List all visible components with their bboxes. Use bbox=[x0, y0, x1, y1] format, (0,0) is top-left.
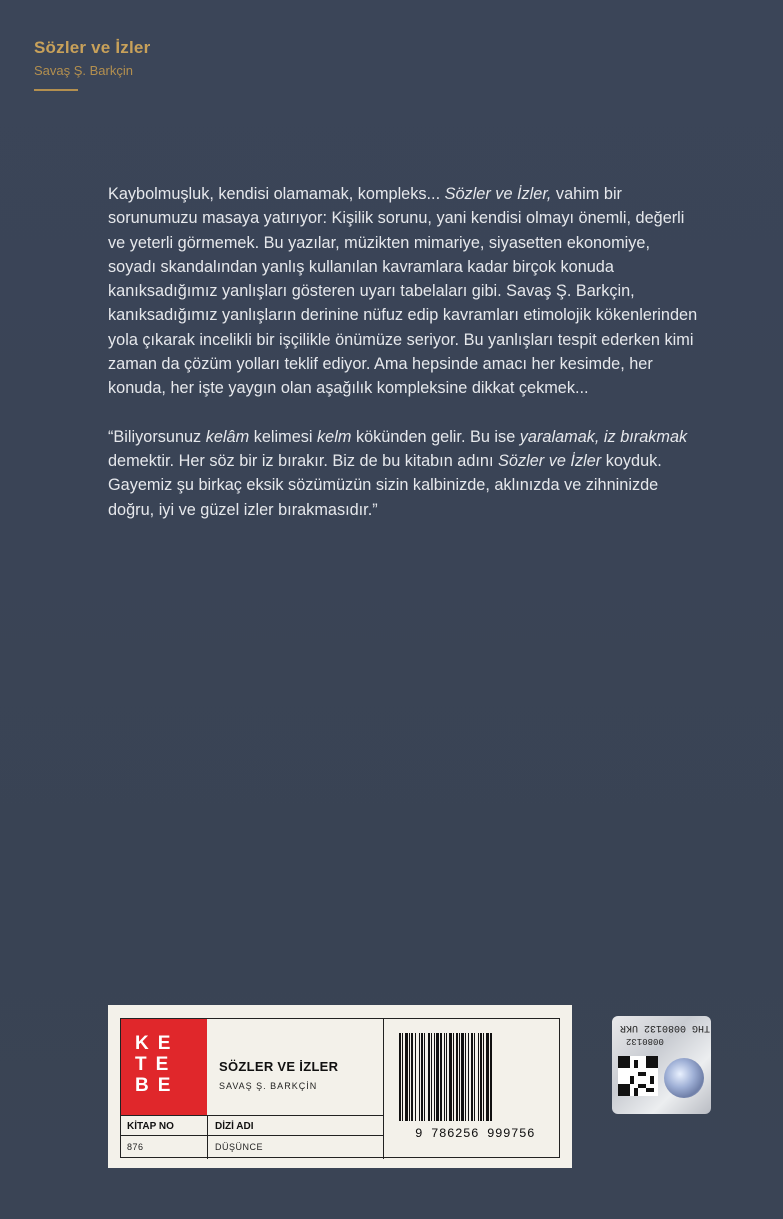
label-divider bbox=[383, 1019, 384, 1159]
publisher-label bbox=[108, 1005, 572, 1168]
isbn-barcode bbox=[395, 1033, 555, 1121]
series-title: Sözler ve İzler bbox=[34, 38, 151, 57]
quote-text-run: demektir. Her söz bir iz bırakır. Biz de bu kitabın adını bbox=[108, 451, 499, 470]
label-grid bbox=[120, 1018, 560, 1158]
label-author: SAVAŞ Ş. BARKÇİN bbox=[219, 1081, 318, 1091]
quote-italic: yaralamak, iz bırakmak bbox=[519, 427, 688, 446]
logo-letters: KE TE BE bbox=[135, 1033, 180, 1096]
quote-text-run: koyduk. Gayemiz şu birkaç eksik sözümüzün sizin kalbinizde, aklınızda ve zihninizde doğru, iyi ve güzel izler bırakmasıdır.” bbox=[108, 451, 662, 519]
blurb-quote bbox=[108, 425, 700, 522]
label-divider bbox=[207, 1115, 208, 1159]
label-book-title: SÖZLER VE İZLER bbox=[219, 1059, 339, 1074]
dizi-adi-header: DİZİ ADI bbox=[215, 1121, 254, 1132]
qr-code-icon bbox=[618, 1056, 658, 1096]
dizi-adi-value: DÜŞÜNCE bbox=[215, 1142, 264, 1152]
security-sticker bbox=[612, 1016, 711, 1114]
publisher-logo bbox=[121, 1019, 207, 1115]
label-divider bbox=[121, 1135, 383, 1136]
kitap-no-header: KİTAP NO bbox=[127, 1121, 174, 1132]
series-author: Savaş Ş. Barkçin bbox=[34, 63, 133, 78]
isbn-number: 9 786256 999756 bbox=[414, 1127, 536, 1141]
sticker-code-small: 0080132 bbox=[626, 1036, 664, 1046]
kitap-no-value: 876 bbox=[127, 1142, 144, 1152]
header-divider bbox=[34, 89, 78, 91]
blurb-italic-title: Sözler ve İzler, bbox=[444, 185, 552, 203]
quote-italic: Sözler ve İzler bbox=[498, 451, 602, 470]
sticker-code: THG 0080132 UKR bbox=[620, 1022, 711, 1033]
label-divider bbox=[121, 1115, 383, 1116]
quote-text-run: kökünden gelir. Bu ise bbox=[351, 427, 520, 446]
blurb-paragraph-1 bbox=[108, 182, 700, 401]
quote-italic: kelm bbox=[317, 427, 352, 446]
quote-italic: kelâm bbox=[205, 427, 250, 446]
blurb-text-run: vahim bir sorunumuzu masaya yatırıyor: Kişilik sorunu, yani kendisi olmayı önemli, değerli ve yeterli görmemek. Bu yazılar, müzikten mimariye, siyasetten ekonomiye, soyadı skandalından yanlış kullanılan kavramlara kadar birçok konuda kanıksadığımız yanlışları gösteren uyarı tabelaları gibi. Savaş Ş. Barkçin, kanıksadığımız yanlışların derinine nüfuz edip kavramları etimolojik kökenlerinden yola çıkarak incelikli bir işçilikle önümüze seriyor. Bu yanlışları tespit ederken kimi zaman da çözüm yolları teklif ediyor. Ama hepsinde amacı her kesimde, her konuda, her işte yaygın olan aşağılık kompleksine dikkat çekmek... bbox=[108, 185, 698, 398]
hologram-icon bbox=[664, 1058, 704, 1098]
blurb-text bbox=[108, 182, 700, 522]
blurb-text-run: Kaybolmuşluk, kendisi olamamak, kompleks... bbox=[108, 185, 445, 203]
quote-text-run: “Biliyorsunuz bbox=[108, 427, 206, 446]
quote-text-run: kelimesi bbox=[249, 427, 318, 446]
